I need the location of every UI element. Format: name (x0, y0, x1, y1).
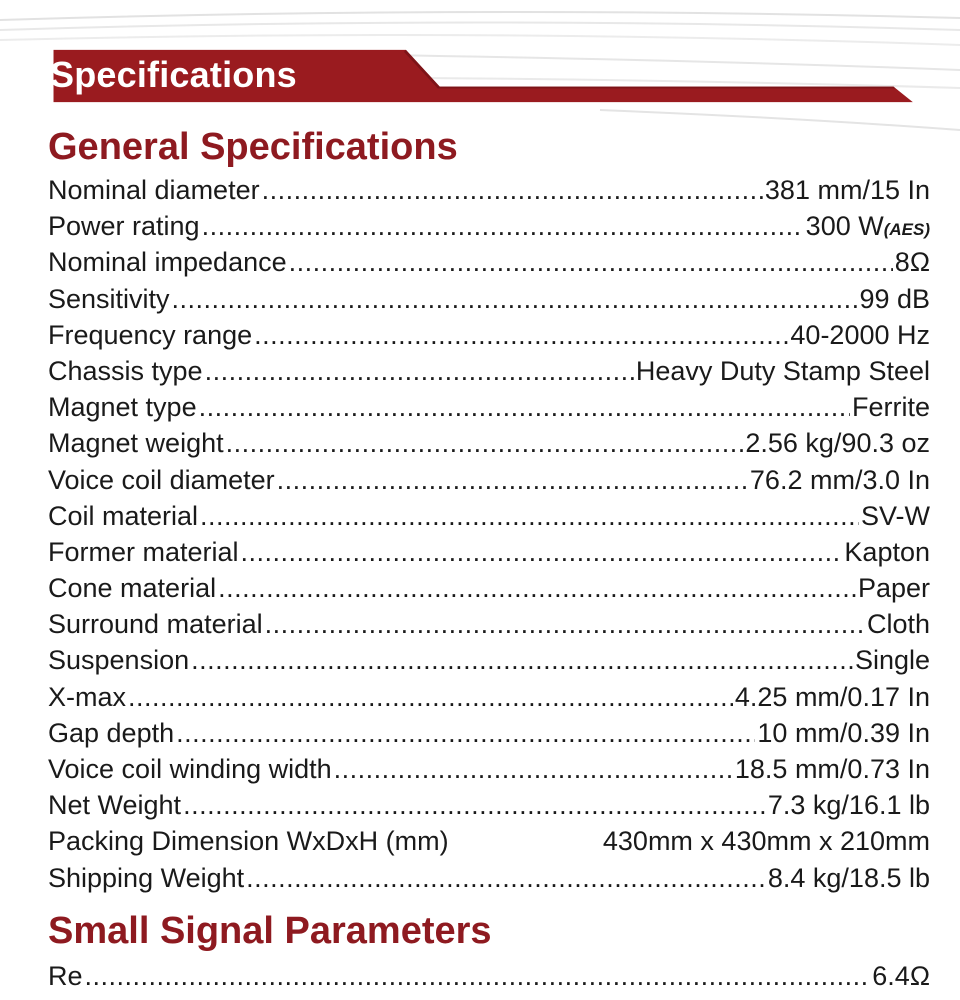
spec-value-text: 8Ω (894, 247, 930, 278)
spec-label: Nominal diameter (48, 175, 260, 205)
spec-label: Magnet type (48, 392, 197, 423)
dot-leader (265, 606, 865, 642)
spec-row (48, 317, 930, 353)
spec-row (48, 642, 930, 678)
spec-row (48, 281, 930, 317)
spec-label: Voice coil winding width (48, 754, 332, 784)
spec-value-text: 18.5 mm/0.73 In (734, 754, 930, 784)
spec-value-text: 381 mm/15 In (764, 175, 930, 205)
spec-value-text: 2.56 kg/90.3 oz (745, 428, 930, 459)
dot-leader (202, 208, 804, 244)
spec-row (48, 389, 930, 425)
spec-label: Shipping Weight (48, 862, 245, 893)
spec-row (48, 462, 930, 498)
spec-label: Former material (48, 536, 239, 567)
spec-value-text: 6.4Ω (872, 961, 930, 991)
spec-value (757, 715, 930, 751)
spec-row (48, 958, 930, 994)
spec-row (48, 679, 930, 715)
spec-label: Power rating (48, 211, 200, 242)
spec-value (858, 570, 930, 606)
dot-leader (262, 172, 763, 208)
spec-value (844, 534, 930, 570)
spec-value (603, 823, 930, 859)
spec-value (806, 208, 930, 248)
spec-value (867, 606, 930, 642)
spec-value (768, 860, 930, 896)
spec-row (48, 498, 930, 534)
spec-value-text: SV-W (860, 500, 930, 531)
spec-label: Suspension (48, 645, 190, 676)
spec-value-text: Cloth (866, 609, 930, 640)
spec-value (895, 244, 930, 280)
spec-row (48, 606, 930, 642)
dot-leader (254, 317, 788, 353)
spec-value-text: 7.3 kg/16.1 lb (767, 790, 930, 821)
spec-label: Cone material (48, 573, 217, 604)
spec-value-text: 430mm x 430mm x 210mm (602, 826, 930, 857)
dot-leader (277, 462, 748, 498)
spec-value (872, 958, 930, 994)
dot-leader (176, 715, 755, 751)
dot-leader (199, 389, 850, 425)
spec-value-text: 99 dB (859, 283, 930, 314)
small-signal-parameters-heading: Small Signal Parameters (48, 910, 492, 952)
small-signal-parameters-list (48, 958, 930, 994)
spec-value (636, 353, 930, 389)
dot-leader (205, 353, 634, 389)
spec-value-text: 40-2000 Hz (790, 319, 930, 350)
spec-value-text: 8.4 kg/18.5 lb (767, 862, 930, 893)
spec-value (735, 751, 930, 787)
dot-leader (183, 787, 766, 823)
dot-leader (289, 244, 893, 280)
spec-value-note: (AES) (883, 220, 930, 240)
spec-row (48, 787, 930, 823)
dot-leader (128, 679, 733, 715)
spec-value (790, 317, 930, 353)
spec-value-text: 4.25 mm/0.17 In (734, 681, 930, 712)
spec-value-text: Kapton (844, 536, 930, 567)
spec-row (48, 823, 930, 859)
dot-leader (191, 642, 853, 678)
spec-row (48, 208, 930, 244)
spec-label: Chassis type (48, 355, 203, 386)
spec-value-text: 76.2 mm/3.0 In (749, 464, 930, 495)
spec-row (48, 570, 930, 606)
spec-value (750, 462, 930, 498)
spec-label: Coil material (48, 500, 199, 531)
spec-label: X-max (48, 681, 127, 712)
spec-row (48, 751, 930, 787)
spec-label: Frequency range (48, 319, 253, 350)
spec-row (48, 534, 930, 570)
dot-leader (241, 534, 843, 570)
spec-label: Sensitivity (48, 283, 170, 314)
dot-leader (334, 751, 733, 787)
dot-leader (85, 958, 871, 994)
spec-label: Packing Dimension WxDxH (mm) (48, 826, 449, 857)
spec-label: Re (48, 961, 83, 991)
spec-row (48, 715, 930, 751)
spec-label: Nominal impedance (48, 247, 287, 278)
spec-row (48, 244, 930, 280)
spec-value-text: 10 mm/0.39 In (757, 717, 930, 748)
spec-value-text: Ferrite (851, 392, 930, 423)
spec-label: Net Weight (48, 790, 182, 821)
spec-value (855, 642, 930, 678)
page-title: Specifications (50, 54, 297, 95)
spec-value-text: Paper (857, 573, 930, 604)
spec-value (861, 498, 930, 534)
dot-leader (172, 281, 858, 317)
spec-row (48, 172, 930, 208)
spec-label: Magnet weight (48, 428, 224, 459)
spec-value (859, 281, 930, 317)
spec-row (48, 860, 930, 896)
general-specifications-heading: General Specifications (48, 126, 458, 168)
spec-value-text: 300 W (805, 211, 884, 242)
spec-label: Gap depth (48, 717, 175, 748)
dot-leader (226, 425, 744, 461)
spec-value (765, 172, 930, 208)
dot-leader (200, 498, 859, 534)
spec-value-text: Heavy Duty Stamp Steel (635, 355, 930, 386)
spec-row (48, 353, 930, 389)
general-specifications-list (48, 172, 930, 896)
spec-label: Surround material (48, 609, 263, 640)
spec-value (745, 425, 930, 461)
dot-leader (218, 570, 856, 606)
spec-value (768, 787, 930, 823)
spec-value-text: Single (854, 645, 930, 676)
spec-value (852, 389, 930, 425)
spec-value (735, 679, 930, 715)
spec-row (48, 425, 930, 461)
dot-leader (246, 860, 766, 896)
spec-label: Voice coil diameter (48, 464, 275, 495)
